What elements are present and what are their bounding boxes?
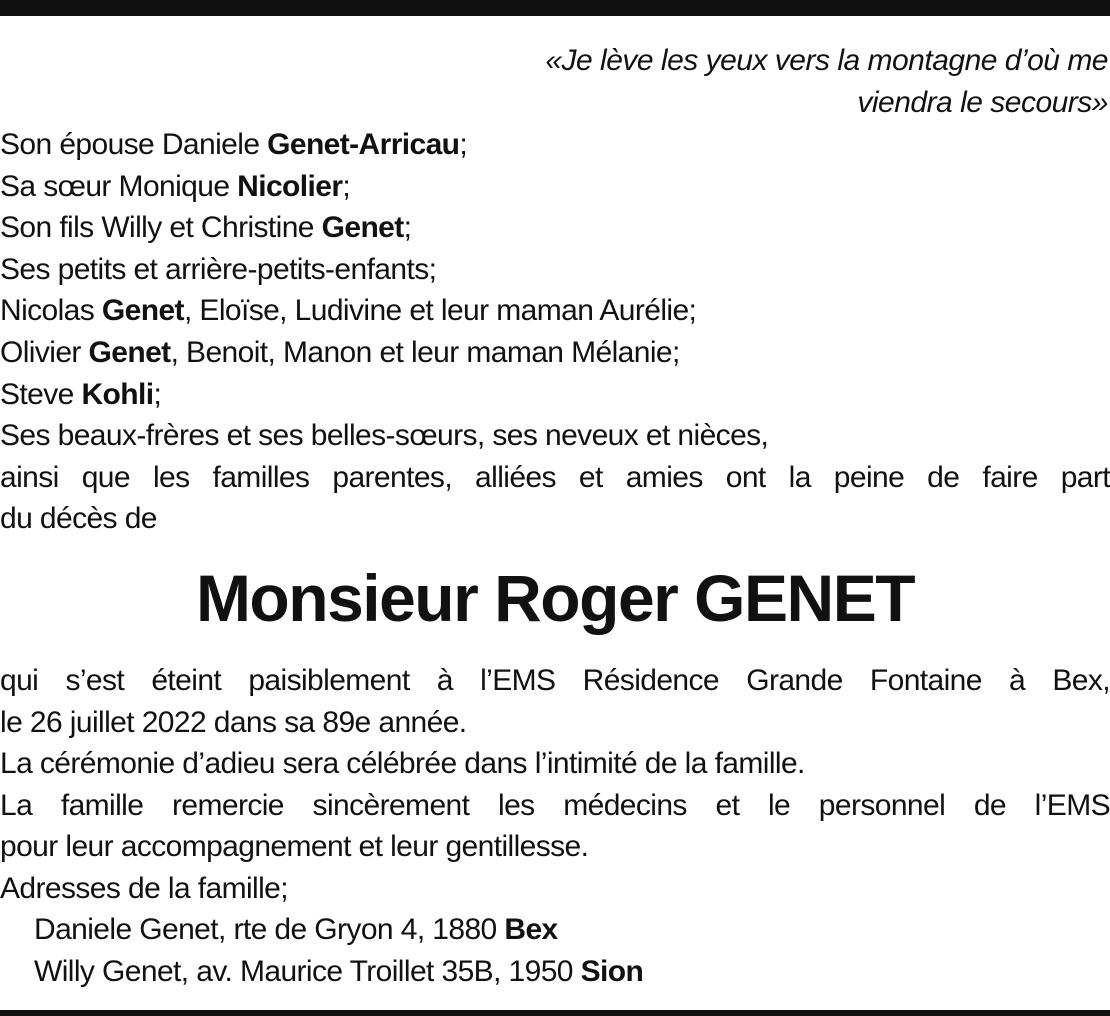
body-line: pour leur accompagnement et leur gentillesse. [0,830,589,863]
family-line: Sa sœur Monique Nicolier; [0,169,351,203]
top-rule [0,0,1110,16]
family-line: Olivier Genet, Benoit, Manon et leur maman Mélanie; [0,335,680,369]
family-line: Steve Kohli; [0,377,162,411]
quote-line-1: «Je lève les yeux vers la montagne d’où me [545,44,1108,77]
family-line: Son fils Willy et Christine Genet; [0,211,412,245]
family-list [0,124,1110,540]
announcement-body [0,660,1110,992]
family-line: Ses beaux-frères et ses belles-sœurs, ses neveux et nièces, [0,419,769,453]
family-line: Ses petits et arrière-petits-enfants; [0,252,437,286]
family-line: du décès de [0,502,157,536]
family-address: Daniele Genet, rte de Gryon 4, 1880 Bex [34,913,558,946]
family-line: Son épouse Daniele Genet-Arricau; [0,128,468,161]
body-line: Adresses de la famille; [0,871,289,905]
family-line: Nicolas Genet, Eloïse, Ludivine et leur maman Aurélie; [0,294,697,328]
bottom-rule [0,1010,1110,1016]
epigraph-quote [308,40,1108,124]
body-line: le 26 juillet 2022 dans sa 89e année. [0,705,467,739]
body-line: qui s’est éteint paisiblement à l’EMS Résidence Grande Fontaine à Bex, [0,664,1110,697]
body-line: La cérémonie d’adieu sera célébrée dans l’intimité de la famille. [0,747,805,780]
family-address: Willy Genet, av. Maurice Troillet 35B, 1950 Sion [34,954,644,988]
body-line: La famille remercie sincèrement les médecins et le personnel de l’EMS [0,788,1110,822]
deceased-name: Monsieur Roger GENET [195,561,915,635]
family-line: ainsi que les familles parentes, alliées et amies ont la peine de faire part [0,460,1110,494]
quote-line-2: viendra le secours» [857,86,1108,119]
